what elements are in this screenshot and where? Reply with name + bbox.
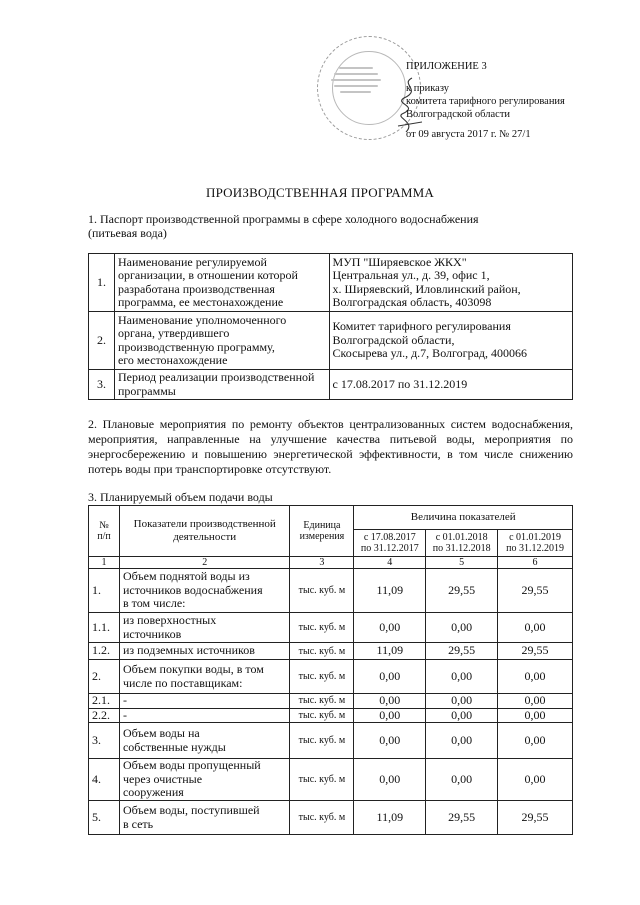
table-row	[89, 708, 573, 723]
row-value: 29,55	[426, 643, 498, 660]
text-line: с 17.08.2017	[363, 532, 416, 543]
text-line: сооружения	[122, 785, 184, 800]
text-line: Объем поднятой воды из	[122, 569, 250, 584]
text-line: Объем покупки воды, в том	[122, 662, 264, 676]
text-line: источников водоснабжения	[122, 582, 263, 597]
col-period-header	[426, 530, 498, 557]
row-unit: тыс. куб. м	[290, 569, 354, 613]
row-unit: тыс. куб. м	[290, 660, 354, 694]
passport-name	[114, 254, 329, 312]
passport-row	[89, 312, 573, 370]
text-line: производственную программу,	[117, 339, 275, 354]
row-indicator	[119, 569, 290, 613]
row-value: 0,00	[426, 613, 498, 643]
passport-row	[89, 254, 573, 312]
table-row	[89, 723, 573, 759]
order-line-1: к приказу	[406, 83, 449, 94]
order-line-3: Волгоградской области	[406, 109, 511, 120]
text-line: Объем воды, поступившей	[122, 803, 260, 817]
row-num: 3.	[89, 723, 120, 759]
text-line: по 31.12.2018	[432, 543, 491, 554]
text-line: Единица	[303, 520, 341, 531]
row-unit: тыс. куб. м	[290, 801, 354, 835]
text-line: органа, утвердившего	[117, 326, 230, 340]
row-unit: тыс. куб. м	[290, 759, 354, 801]
row-value: 11,09	[354, 569, 426, 613]
table-row	[89, 694, 573, 709]
table-row	[89, 660, 573, 694]
text-line: программа, ее местонахождение	[117, 295, 284, 309]
table-row	[89, 569, 573, 613]
row-indicator	[119, 759, 290, 801]
text-line: через очистные	[122, 771, 203, 786]
section1-heading-line2: (питьевая вода)	[88, 226, 167, 240]
text-line: Наименование регулируемой	[117, 254, 267, 269]
row-num: 1.2.	[89, 643, 120, 660]
row-unit: тыс. куб. м	[290, 708, 354, 723]
col-group-header: Величина показателей	[354, 506, 573, 530]
passport-value	[329, 254, 572, 312]
row-unit: тыс. куб. м	[290, 694, 354, 709]
table-header-row	[89, 506, 573, 530]
text-line: собственные нужды	[122, 739, 226, 754]
text-line: Центральная ул., д. 39, офис 1,	[332, 268, 490, 282]
row-value: 11,09	[354, 801, 426, 835]
seal-text-lines	[328, 63, 384, 97]
row-value: 0,00	[426, 694, 498, 709]
col-index: 5	[426, 557, 498, 569]
row-num: 1.1.	[89, 613, 120, 643]
text-line: Комитет тарифного регулирования	[332, 319, 511, 334]
section1-heading-line1: 1. Паспорт производственной программы в сфере холодного водоснабжения	[88, 212, 479, 226]
text-line: программы	[117, 383, 176, 398]
text-line: Волгоградская область, 403098	[332, 295, 492, 309]
order-line-2: комитета тарифного регулирования	[406, 96, 565, 107]
col-unit-header	[290, 506, 354, 557]
row-indicator	[119, 660, 290, 694]
table-row	[89, 759, 573, 801]
row-value: 29,55	[426, 569, 498, 613]
table-row	[89, 613, 573, 643]
row-value: 0,00	[354, 708, 426, 723]
text-line: в том числе:	[122, 596, 186, 611]
text-line: организации, в отношении которой	[117, 268, 298, 282]
passport-num: 1.	[89, 254, 115, 312]
col-index: 2	[119, 557, 290, 569]
text-line: по 31.12.2017	[360, 543, 419, 554]
text-line: Волгоградской области,	[332, 332, 455, 347]
row-num: 5.	[89, 801, 120, 835]
row-indicator: из подземных источников	[119, 643, 290, 660]
text-line: с 01.01.2018	[435, 532, 488, 543]
text-line: х. Ширяевский, Иловлинский район,	[332, 281, 521, 296]
row-value: 0,00	[498, 723, 573, 759]
section1-heading	[88, 212, 479, 240]
row-num: 2.	[89, 660, 120, 694]
text-line: №	[99, 520, 109, 531]
text-line: источников	[122, 626, 182, 641]
row-value: 0,00	[498, 694, 573, 709]
text-line: в сеть	[122, 816, 154, 831]
row-unit: тыс. куб. м	[290, 723, 354, 759]
column-index-row	[89, 557, 573, 569]
passport-value: с 17.08.2017 по 31.12.2019	[329, 370, 572, 400]
text-line: п/п	[97, 531, 111, 542]
row-num: 2.2.	[89, 708, 120, 723]
row-indicator: -	[119, 708, 290, 723]
passport-table	[88, 253, 573, 400]
row-value: 0,00	[354, 759, 426, 801]
row-value: 29,55	[498, 643, 573, 660]
row-value: 0,00	[354, 613, 426, 643]
row-value: 0,00	[354, 660, 426, 694]
text-line: по 31.12.2019	[506, 543, 564, 554]
col-index: 4	[354, 557, 426, 569]
table-row	[89, 801, 573, 835]
row-unit: тыс. куб. м	[290, 613, 354, 643]
row-value: 0,00	[498, 613, 573, 643]
section2-paragraph: 2. Плановые мероприятия по ремонту объектов централизованных систем водоснабжения, мероприятия, направленные на улучшение качества питьевой воды, мероприятия по энергосбережению и повышению энергетической эффективности, в том числе снижению потерь воды при транспортировке отсутствуют.	[88, 417, 573, 476]
row-value: 0,00	[354, 723, 426, 759]
row-value: 0,00	[498, 660, 573, 694]
passport-num: 3.	[89, 370, 115, 400]
col-period-header	[498, 530, 573, 557]
passport-row	[89, 370, 573, 400]
text-line: его местонахождение	[117, 353, 228, 367]
row-value: 0,00	[426, 708, 498, 723]
row-unit: тыс. куб. м	[290, 643, 354, 660]
row-value: 29,55	[498, 569, 573, 613]
col-index: 3	[290, 557, 354, 569]
row-value: 0,00	[498, 759, 573, 801]
col-indicator-header	[119, 506, 290, 557]
passport-name	[114, 312, 329, 370]
text-line: Показатели производственной	[133, 517, 276, 530]
col-index: 1	[89, 557, 120, 569]
appendix-label: ПРИЛОЖЕНИЕ 3	[406, 61, 487, 72]
row-indicator	[119, 613, 290, 643]
row-value: 0,00	[426, 660, 498, 694]
text-line: Объем воды пропущенный	[122, 758, 261, 773]
row-indicator	[119, 801, 290, 835]
row-num: 2.1.	[89, 694, 120, 709]
row-indicator	[119, 723, 290, 759]
row-value: 29,55	[498, 801, 573, 835]
text-line: МУП "Ширяевское ЖКХ"	[332, 254, 467, 269]
passport-num: 2.	[89, 312, 115, 370]
col-num-header	[89, 506, 120, 557]
row-value: 0,00	[498, 708, 573, 723]
row-num: 1.	[89, 569, 120, 613]
text-line: с 01.01.2019	[509, 532, 562, 543]
text-line: измерения	[299, 531, 345, 542]
col-index: 6	[498, 557, 573, 569]
section3-heading: 3. Планируемый объем подачи воды	[88, 490, 273, 504]
text-line: из поверхностных	[122, 613, 217, 627]
text-line: разработана производственная	[117, 281, 275, 296]
passport-value	[329, 312, 572, 370]
row-indicator: -	[119, 694, 290, 709]
row-value: 11,09	[354, 643, 426, 660]
text-line: деятельности	[173, 531, 237, 543]
row-value: 0,00	[354, 694, 426, 709]
passport-name	[114, 370, 329, 400]
text-line: Период реализации производственной	[117, 370, 315, 384]
order-date: от 09 августа 2017 г. № 27/1	[406, 129, 531, 140]
row-value: 29,55	[426, 801, 498, 835]
col-period-header	[354, 530, 426, 557]
text-line: Наименование уполномоченного	[117, 312, 287, 327]
table-row	[89, 643, 573, 660]
volume-table	[88, 505, 573, 835]
page-title: ПРОИЗВОДСТВЕННАЯ ПРОГРАММА	[206, 185, 434, 200]
row-value: 0,00	[426, 759, 498, 801]
text-line: числе по поставщикам:	[122, 675, 243, 690]
text-line: Скосырева ул., д.7, Волгоград, 400066	[332, 346, 527, 361]
text-line: Объем воды на	[122, 726, 200, 740]
row-value: 0,00	[426, 723, 498, 759]
row-num: 4.	[89, 759, 120, 801]
